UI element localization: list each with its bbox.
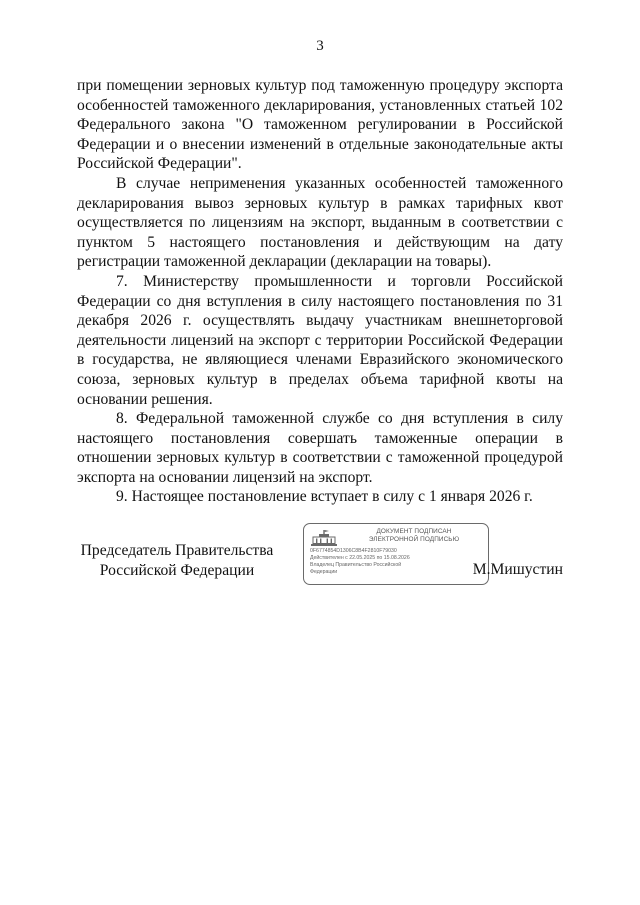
signer-name: М.Мишустин <box>472 561 563 578</box>
stamp-heading-line-2: ЭЛЕКТРОННОЙ ПОДПИСЬЮ <box>368 536 460 543</box>
stamp-details <box>310 548 484 576</box>
paragraph-item-8: 8. Федеральной таможенной службе со дня вступления в силу настоящего постановления совершать таможенные операции в отношении зерновых культур в соответствии с таможенной процедурой экспорта на основании лицензий на экспорт. <box>77 410 563 486</box>
page-number: 3 <box>316 38 324 54</box>
document-body <box>77 76 563 507</box>
paragraph-item-9: 9. Настоящее постановление вступает в силу с 1 января 2026 г. <box>116 488 533 506</box>
signature-block <box>77 523 563 593</box>
paragraph-exception: В случае неприменения указанных особенностей таможенного декларирования вывоз зерновых культур в рамках тарифных квот осуществляется по лицензиям на экспорт, выданным в соответствии с пунктом 5 настоящего постановления и действующим на дату регистрации таможенной декларации (декларации на товары). <box>77 174 563 271</box>
paragraph-item-7: 7. Министерству промышленности и торговли Российской Федерации со дня вступления в силу настоящего постановления по 31 декабря 2026 г. осуществлять выдачу участникам внешнеторговой деятельности лицензий на экспорт с территории Российской Федерации в государства, не являющиеся членами Евразийского экономического союза, зерновых культур в пределах объема тарифной квоты на основании решения. <box>77 272 563 408</box>
signer-title <box>77 541 277 580</box>
electronic-signature-stamp <box>303 523 489 585</box>
stamp-certificate: 0F6774854D1306C8B4F2810F79030 <box>310 548 397 554</box>
stamp-heading-line-1: ДОКУМЕНТ ПОДПИСАН <box>376 528 452 535</box>
government-building-emblem-icon <box>310 529 338 547</box>
stamp-heading <box>344 528 484 544</box>
signer-title-line-2: Российской Федерации <box>99 561 255 579</box>
stamp-owner-line-2: Федерации <box>310 569 338 575</box>
paragraph-continuation: при помещении зерновых культур под таможенную процедуру экспорта особенностей таможенного декларирования, установленных статьей 102 Федерального закона "О таможенном регулировании в Российской Федерации и о внесении изменений в отдельные законодательные акты Российской Федерации". <box>77 77 563 173</box>
stamp-validity: Действителен с 22.05.2025 по 15.08.2026 <box>310 555 410 561</box>
stamp-owner-line-1: Владелец Правительство Российской <box>310 562 402 568</box>
signer-title-line-1: Председатель Правительства <box>80 542 274 559</box>
